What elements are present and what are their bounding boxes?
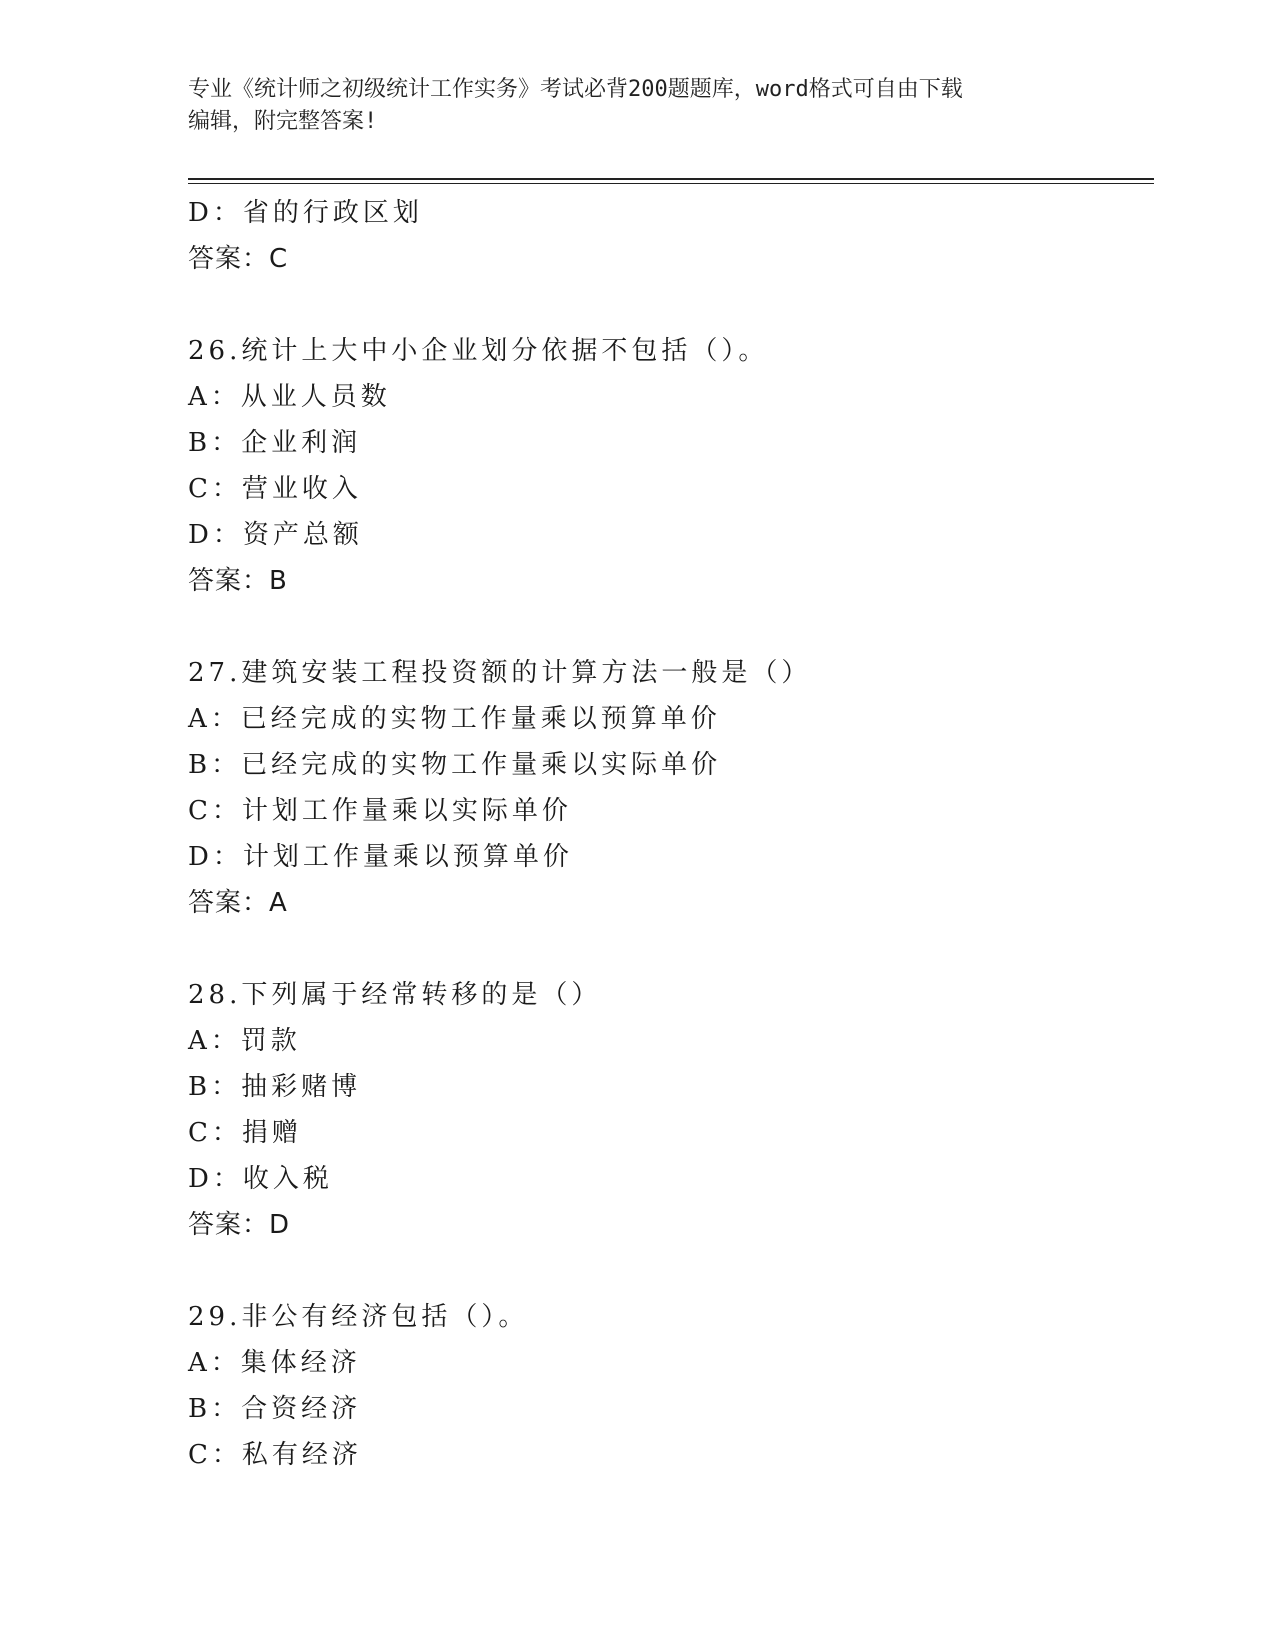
option-c: C：捐赠 bbox=[188, 1118, 302, 1148]
question-stem-26: 26.统计上大中小企业划分依据不包括（）。 bbox=[188, 336, 769, 366]
spacer bbox=[188, 604, 1148, 650]
spacer bbox=[188, 1248, 1148, 1294]
answer-line: 答案：D bbox=[188, 1210, 291, 1240]
option-d: D：计划工作量乘以预算单价 bbox=[188, 842, 573, 872]
option-b: B：抽彩赌博 bbox=[188, 1072, 362, 1102]
question-list bbox=[188, 190, 1148, 1478]
option-c: C：私有经济 bbox=[188, 1440, 362, 1470]
header-divider-thick bbox=[188, 178, 1154, 180]
option-a: A：从业人员数 bbox=[188, 382, 391, 412]
answer-line: 答案：C bbox=[188, 244, 289, 274]
answer-line: 答案：B bbox=[188, 566, 288, 596]
header-divider-thin bbox=[188, 183, 1154, 184]
option-c: C：营业收入 bbox=[188, 474, 362, 504]
option-d: D：收入税 bbox=[188, 1164, 333, 1194]
option-a: A：罚款 bbox=[188, 1026, 301, 1056]
option-d: D：资产总额 bbox=[188, 520, 363, 550]
question-stem-27: 27.建筑安装工程投资额的计算方法一般是（） bbox=[188, 658, 812, 688]
option-b: B：合资经济 bbox=[188, 1394, 362, 1424]
option-c: C：计划工作量乘以实际单价 bbox=[188, 796, 572, 826]
spacer bbox=[188, 926, 1148, 972]
option-b: B：企业利润 bbox=[188, 428, 362, 458]
header-title-line-2: 编辑，附完整答案! bbox=[188, 109, 378, 134]
spacer bbox=[188, 282, 1148, 328]
document-header bbox=[188, 74, 1088, 138]
option-a: A：已经完成的实物工作量乘以预算单价 bbox=[188, 704, 721, 734]
question-stem-28: 28.下列属于经常转移的是（） bbox=[188, 980, 602, 1010]
option-b: B：已经完成的实物工作量乘以实际单价 bbox=[188, 750, 722, 780]
answer-line: 答案：A bbox=[188, 888, 288, 918]
option-a: A：集体经济 bbox=[188, 1348, 361, 1378]
option-d: D：省的行政区划 bbox=[188, 198, 423, 228]
header-title-line-1: 专业《统计师之初级统计工作实务》考试必背200题题库，word格式可自由下载 bbox=[188, 77, 963, 102]
question-stem-29: 29.非公有经济包括（）。 bbox=[188, 1302, 529, 1332]
